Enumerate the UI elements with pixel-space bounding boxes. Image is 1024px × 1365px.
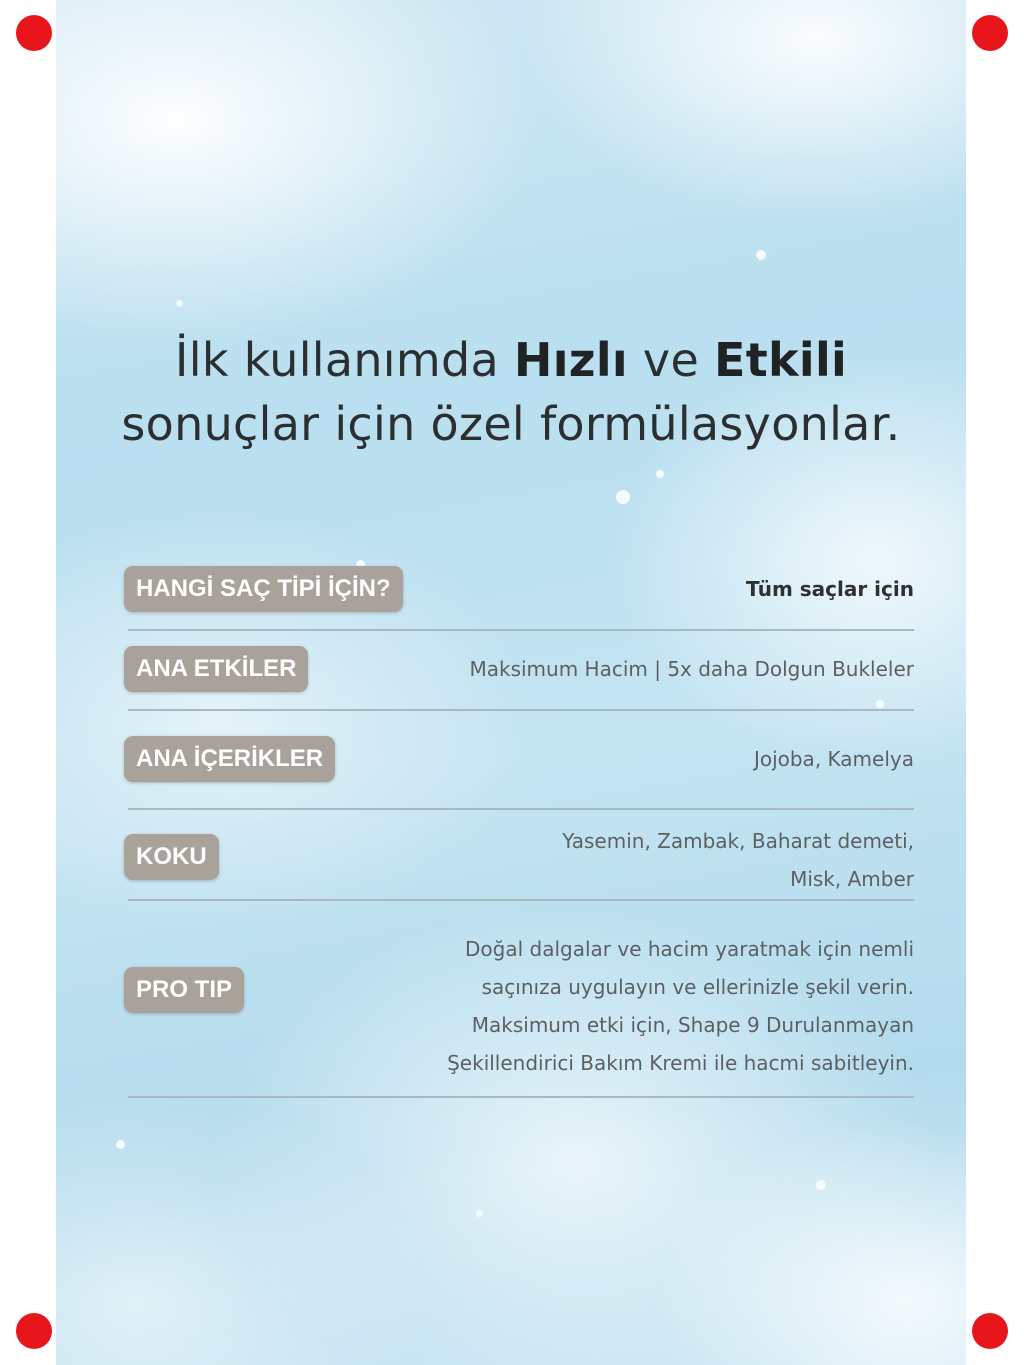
headline-line-2 (56, 392, 966, 456)
row-value (562, 822, 914, 898)
sparkle-decoration (656, 470, 664, 478)
row-value-line: saçınıza uygulayın ve ellerinizle şekil verin. (481, 975, 914, 999)
row-value-line: Şekillendirici Bakım Kremi ile hacmi sabitleyin. (447, 1051, 914, 1075)
row-value (447, 930, 914, 1082)
row-divider (128, 709, 914, 711)
product-info-panel (56, 0, 966, 1365)
sparkle-decoration (476, 1210, 483, 1217)
headline-text: sonuçlar için özel formülasyonlar. (121, 397, 901, 451)
headline-bold-text: Etkili (713, 333, 848, 387)
info-row-main-effects (124, 646, 914, 696)
headline-text: ve (628, 333, 714, 387)
headline-line-1 (56, 328, 966, 392)
row-value-line: Maksimum Hacim | 5x daha Dolgun Bukleler (469, 657, 914, 681)
headline-bold-text: Hızlı (513, 333, 628, 387)
corner-marker-top-left (16, 15, 52, 51)
sparkle-decoration (816, 1180, 826, 1190)
row-value-line: Tüm saçlar için (745, 577, 914, 601)
row-divider (128, 629, 914, 631)
corner-marker-bottom-left (16, 1313, 52, 1349)
row-label-badge: PRO TIP (124, 967, 244, 1013)
info-row-hair-type (124, 566, 914, 616)
row-label-badge: ANA ETKİLER (124, 646, 308, 692)
info-row-scent (124, 822, 914, 902)
row-label-badge: ANA İÇERİKLER (124, 736, 335, 782)
row-value-line: Yasemin, Zambak, Baharat demeti, (562, 829, 914, 853)
corner-marker-top-right (972, 15, 1008, 51)
info-row-ingredients (124, 736, 914, 786)
row-divider (128, 899, 914, 901)
sparkle-decoration (876, 700, 884, 708)
row-value-line: Doğal dalgalar ve hacim yaratmak için nemli (465, 937, 914, 961)
headline-text: İlk kullanımda (174, 333, 514, 387)
sparkle-decoration (176, 300, 183, 307)
info-row-pro-tip (124, 930, 914, 1090)
row-divider (128, 808, 914, 810)
row-value (746, 570, 914, 608)
row-value-line: Maksimum etki için, Shape 9 Durulanmayan (471, 1013, 914, 1037)
sparkle-decoration (616, 490, 630, 504)
sparkle-decoration (756, 250, 766, 260)
row-value-line: Jojoba, Kamelya (753, 747, 914, 771)
corner-marker-bottom-right (972, 1313, 1008, 1349)
row-label-badge: KOKU (124, 834, 219, 880)
row-label-badge: HANGİ SAÇ TİPİ İÇİN? (124, 566, 403, 612)
sparkle-decoration (116, 1140, 125, 1149)
row-value-line: Misk, Amber (790, 867, 914, 891)
row-value (754, 740, 914, 778)
row-value (469, 650, 914, 688)
row-divider (128, 1096, 914, 1098)
